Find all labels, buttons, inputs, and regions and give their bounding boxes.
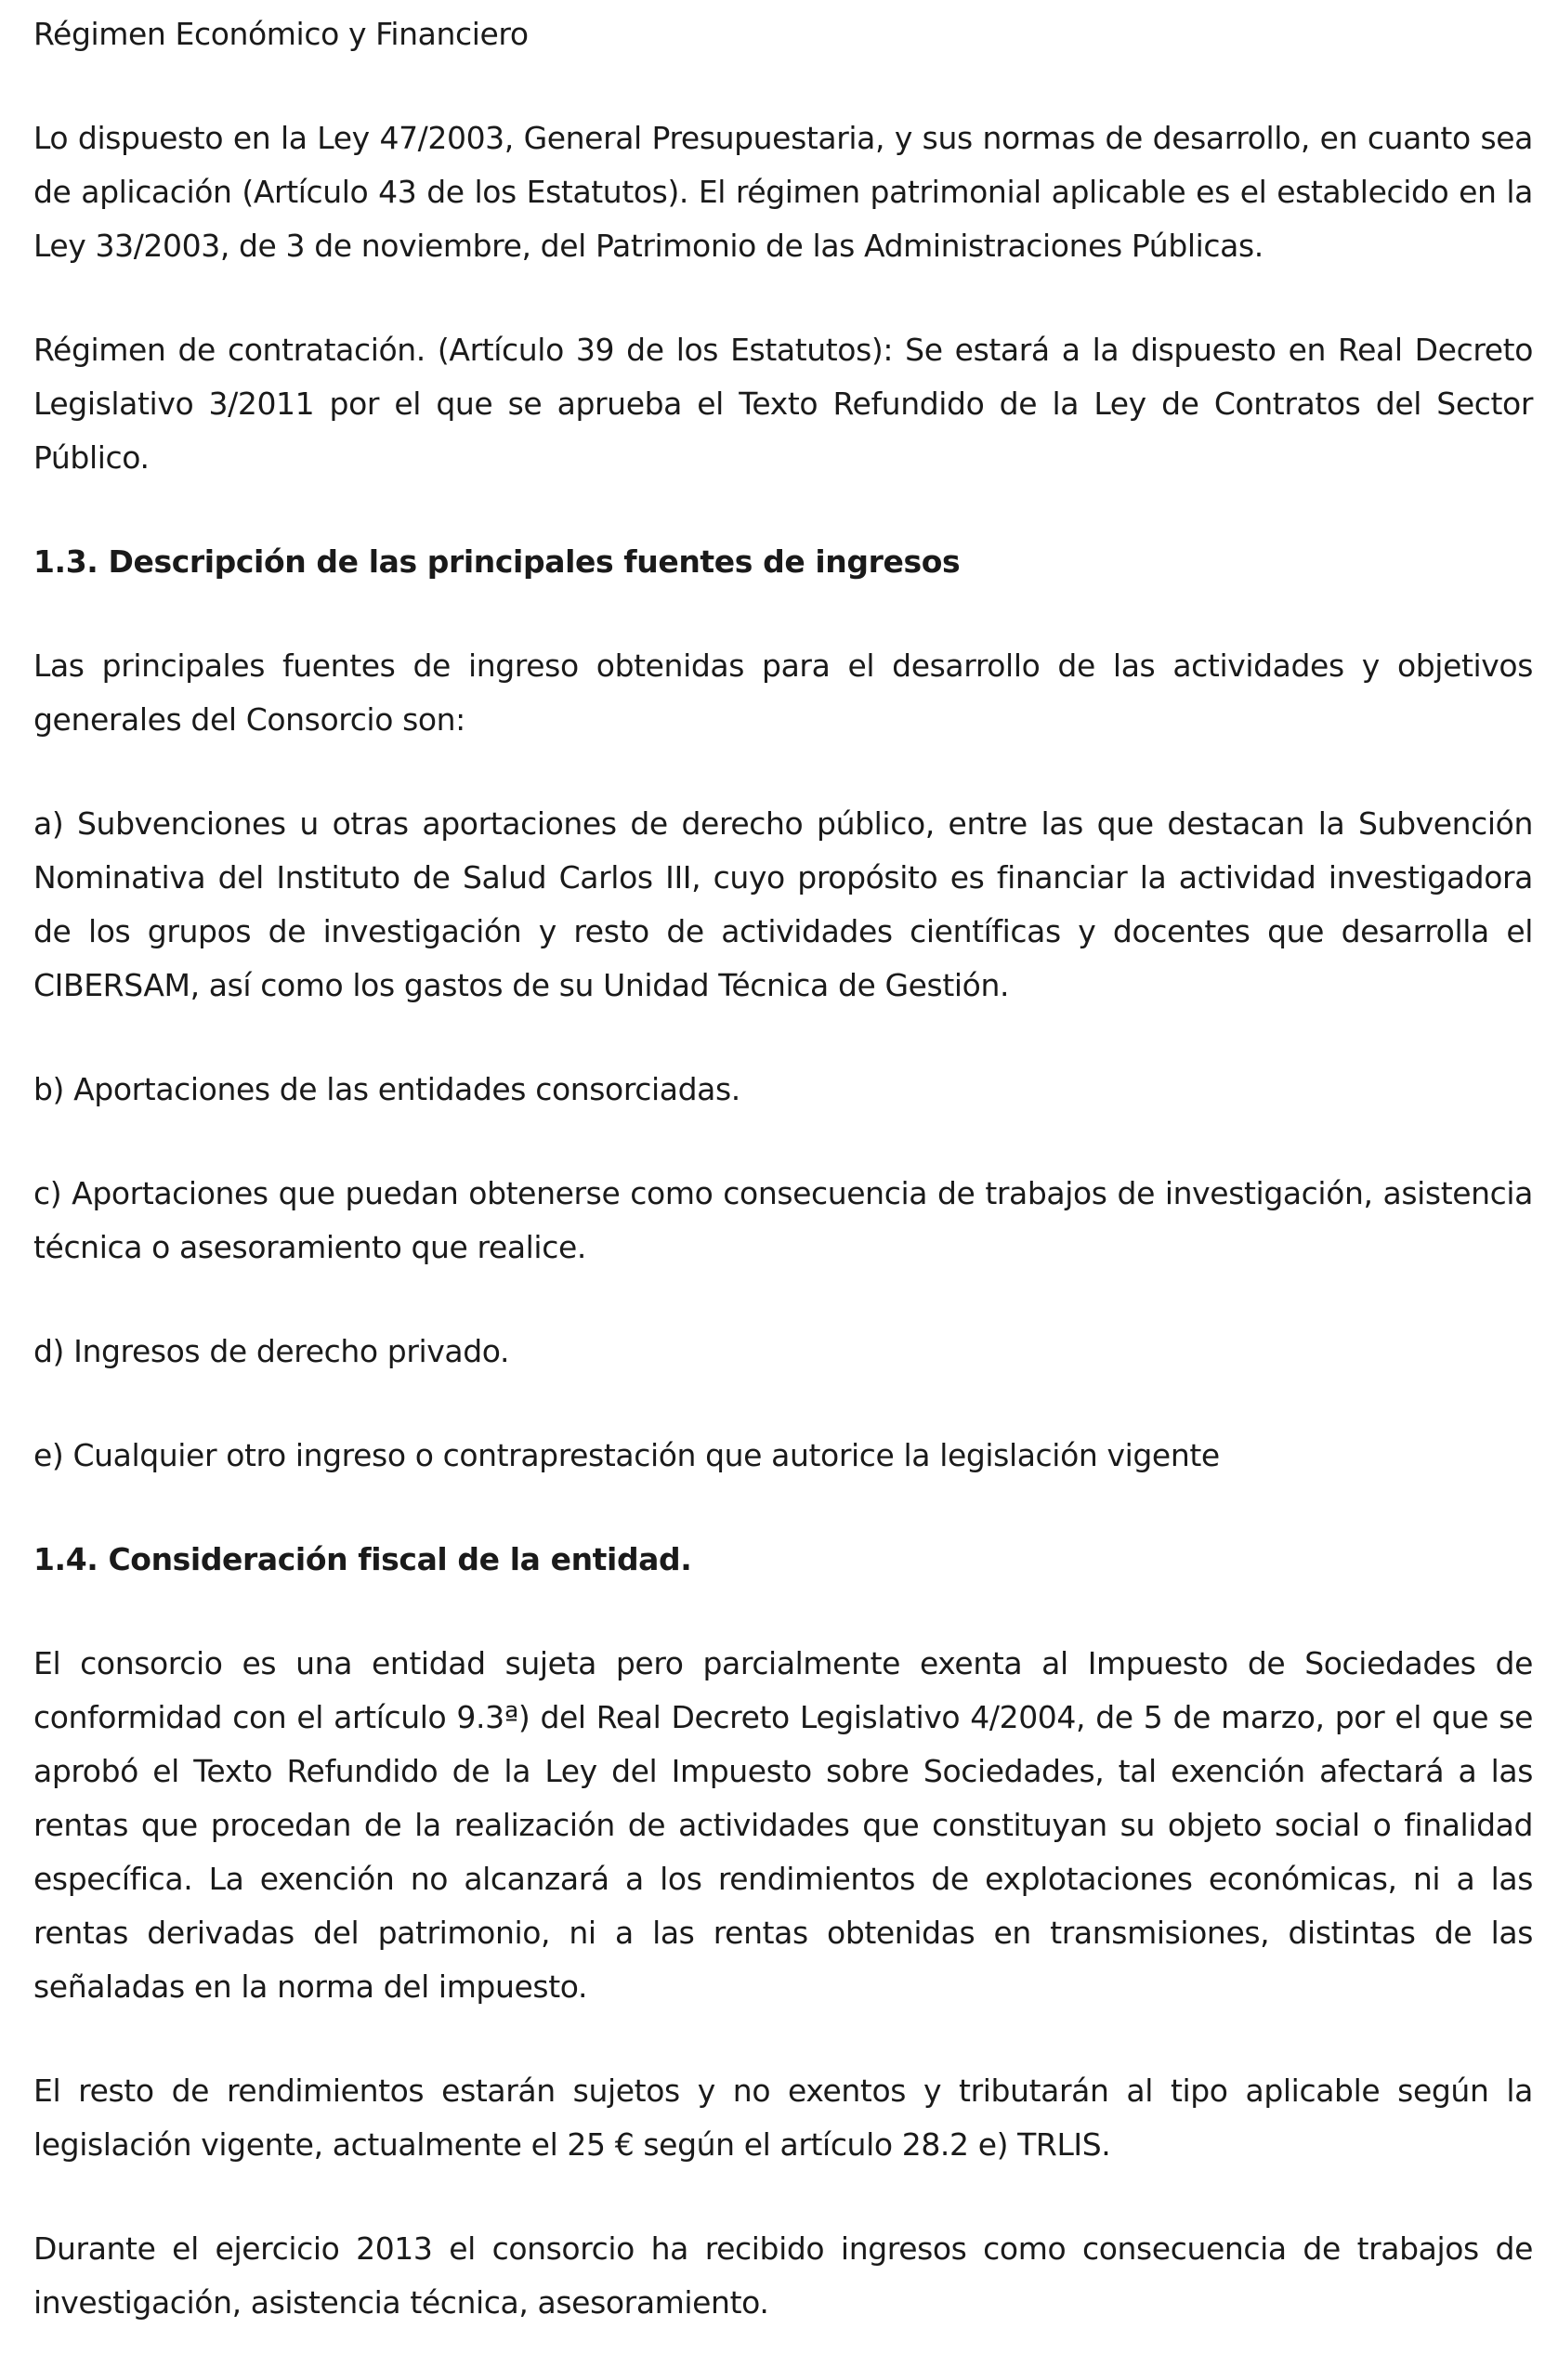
- paragraph-tax-exemption: El consorcio es una entidad sujeta pero parcialmente exenta al Impuesto de Sociedades de conformidad con el artículo 9.3ª) del Real Decreto Legislativo 4/2004, de 5 de marzo, por el que se aprobó el Texto Refundido de la Ley del Impuesto sobre Sociedades, tal exención afectará a las rentas que procedan de la realización de actividades que constituyan su objeto social o finalidad específica. La exención no alcanzará a los rendimientos de explotaciones económicas, ni a las rentas derivadas del patrimonio, ni a las rentas obtenidas en transmisiones, distintas de las señaladas en la norma del impuesto.: [33, 1645, 1533, 2005]
- paragraph-income-intro: Las principales fuentes de ingreso obtenidas para el desarrollo de las actividades y objetivos generales del Consorcio son:: [33, 647, 1533, 738]
- list-item-b: b) Aportaciones de las entidades consorciadas.: [33, 1071, 740, 1107]
- paragraph-contracting: Régimen de contratación. (Artículo 39 de los Estatutos): Se estará a la dispuesto en Real Decreto Legislativo 3/2011 por el que se aprueba el Texto Refundido de la Ley de Contratos del Sector Público.: [33, 332, 1533, 476]
- list-item-a: a) Subvenciones u otras aportaciones de derecho público, entre las que destacan la Subvención Nominativa del Instituto de Salud Carlos III, cuyo propósito es financiar la actividad investigadora de los grupos de investigación y resto de actividades científicas y docentes que desarrolla el CIBERSAM, así como los gastos de su Unidad Técnica de Gestión.: [33, 805, 1533, 1003]
- paragraph-budget-law: Lo dispuesto en la Ley 47/2003, General Presupuestaria, y sus normas de desarrollo, en cuanto sea de aplicación (Artículo 43 de los Estatutos). El régimen patrimonial aplicable es el establecido en la Ley 33/2003, de 3 de noviembre, del Patrimonio de las Administraciones Públicas.: [33, 120, 1533, 264]
- section-title: Régimen Económico y Financiero: [33, 16, 529, 52]
- paragraph-2013-income: Durante el ejercicio 2013 el consorcio ha recibido ingresos como consecuencia de trabajos de investigación, asistencia técnica, asesoramiento.: [33, 2230, 1533, 2321]
- heading-1-3: 1.3. Descripción de las principales fuentes de ingresos: [33, 543, 961, 580]
- list-item-e: e) Cualquier otro ingreso o contraprestación que autorice la legislación vigente: [33, 1437, 1220, 1473]
- document-page: [33, 7, 1533, 2380]
- heading-1-4: 1.4. Consideración fiscal de la entidad.: [33, 1541, 692, 1577]
- list-item-c: c) Aportaciones que puedan obtenerse como consecuencia de trabajos de investigación, asistencia técnica o asesoramiento que realice.: [33, 1175, 1533, 1265]
- paragraph-tax-rate: El resto de rendimientos estarán sujetos y no exentos y tributarán al tipo aplicable según la legislación vigente, actualmente el 25 € según el artículo 28.2 e) TRLIS.: [33, 2073, 1533, 2163]
- list-item-d: d) Ingresos de derecho privado.: [33, 1333, 510, 1369]
